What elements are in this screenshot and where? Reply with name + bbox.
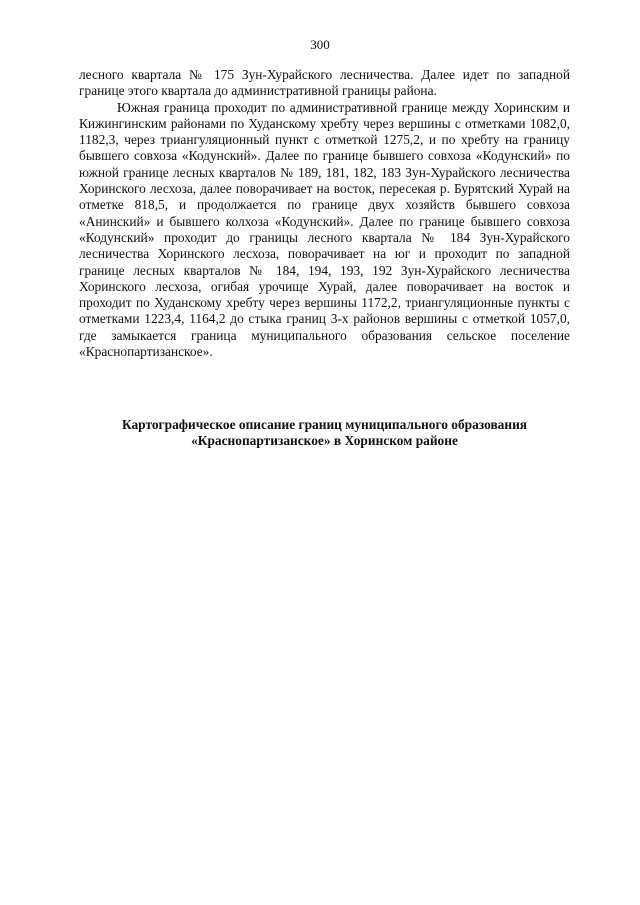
page-number: 300	[310, 37, 330, 52]
heading-line-1: Картографическое описание границ муниципального образования	[121, 417, 528, 432]
paragraph-continuation: лесного квартала № 175 Зун-Хурайского лесничества. Далее идет по западной границе этого квартала до административной границы района.	[79, 67, 570, 99]
document-body	[79, 67, 570, 360]
section-heading	[79, 417, 570, 450]
heading-line-2: «Краснопартизанское» в Хоринском районе	[191, 433, 458, 449]
paragraph-south-boundary: Южная граница проходит по административной границе между Хоринским и Кижингинским районами по Худанскому хребту через вершины с отметками 1082,0, 1182,3, через триангуляционный пункт с отметкой 1275,2, и по хребту на границу бывшего совхоза «Кодунский». Далее по границе бывшего совхоза «Кодунский» по южной границе лесных кварталов № 189, 181, 182, 183 Зун-Хурайского лесничества Хоринского лесхоза, далее поворачивает на восток, пересекая р. Бурятский Хурай на отметке 818,5, и продолжается по границе двух хозяйств бывшего совхоза «Анинский» и бывшего колхоза «Кодунский». Далее по границе бывшего совхоза «Кодунский» проходит до границы лесного квартала № 184 Зун-Хурайского лесничества Хоринского лесхоза, поворачивает на юг и проходит по западной границе лесных кварталов № 184, 194, 193, 192 Зун-Хурайского лесничества Хоринского лесхоза, огибая урочище Хурай, далее поворачивает на восток и проходит по Худанскому хребту через вершины 1172,2, триангуляционные пункты с отметками 1223,4, 1164,2 до стыка границ 3-х районов вершины с отметкой 1057,0, где замыкается граница муниципального образования сельское поселение «Краснопартизанское».	[79, 99, 570, 360]
